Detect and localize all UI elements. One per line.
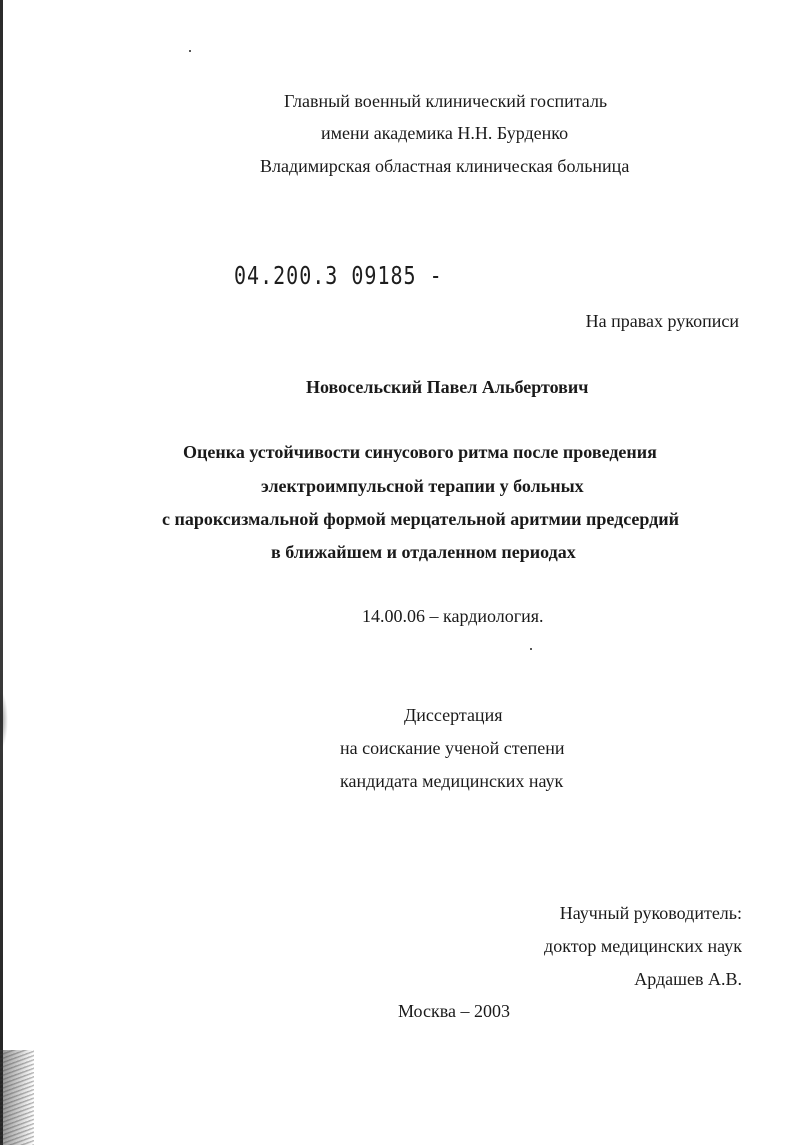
dissertation-degree: кандидата медицинских наук [340, 771, 564, 791]
scan-smudge [0, 1050, 34, 1145]
specialty-code: 14.00.06 – кардиология. [362, 606, 544, 626]
title-line-3: с пароксизмальной формой мерцательной аритмии предсердий [162, 509, 680, 529]
supervisor-degree: доктор медицинских наук [544, 936, 742, 956]
rights-note: На правах рукописи [585, 311, 739, 331]
author-name: Новосельский Павел Альбертович [306, 377, 589, 397]
supervisor-name: Ардашев А.В. [634, 969, 742, 989]
place-year: Москва – 2003 [398, 1001, 510, 1021]
scan-speck [530, 648, 532, 650]
organization-line-3: Владимирская областная клиническая больница [260, 156, 630, 176]
scan-smudge [0, 690, 8, 750]
scan-edge-artifact [0, 0, 3, 1145]
title-line-2: электроимпульсной терапии у больных [261, 476, 584, 496]
title-line-4: в ближайшем и отдаленном периодах [271, 542, 576, 562]
scan-speck [189, 50, 191, 52]
supervisor-label: Научный руководитель: [559, 903, 742, 923]
dissertation-purpose: на соискание ученой степени [340, 738, 565, 758]
dissertation-label: Диссертация [404, 705, 503, 725]
title-line-1: Оценка устойчивости синусового ритма после проведения [183, 442, 657, 462]
organization-line-1: Главный военный клинический госпиталь [284, 91, 608, 111]
organization-line-2: имени академика Н.Н. Бурденко [321, 123, 569, 143]
registration-stamp: 04.200.3 09185 - [234, 260, 443, 290]
